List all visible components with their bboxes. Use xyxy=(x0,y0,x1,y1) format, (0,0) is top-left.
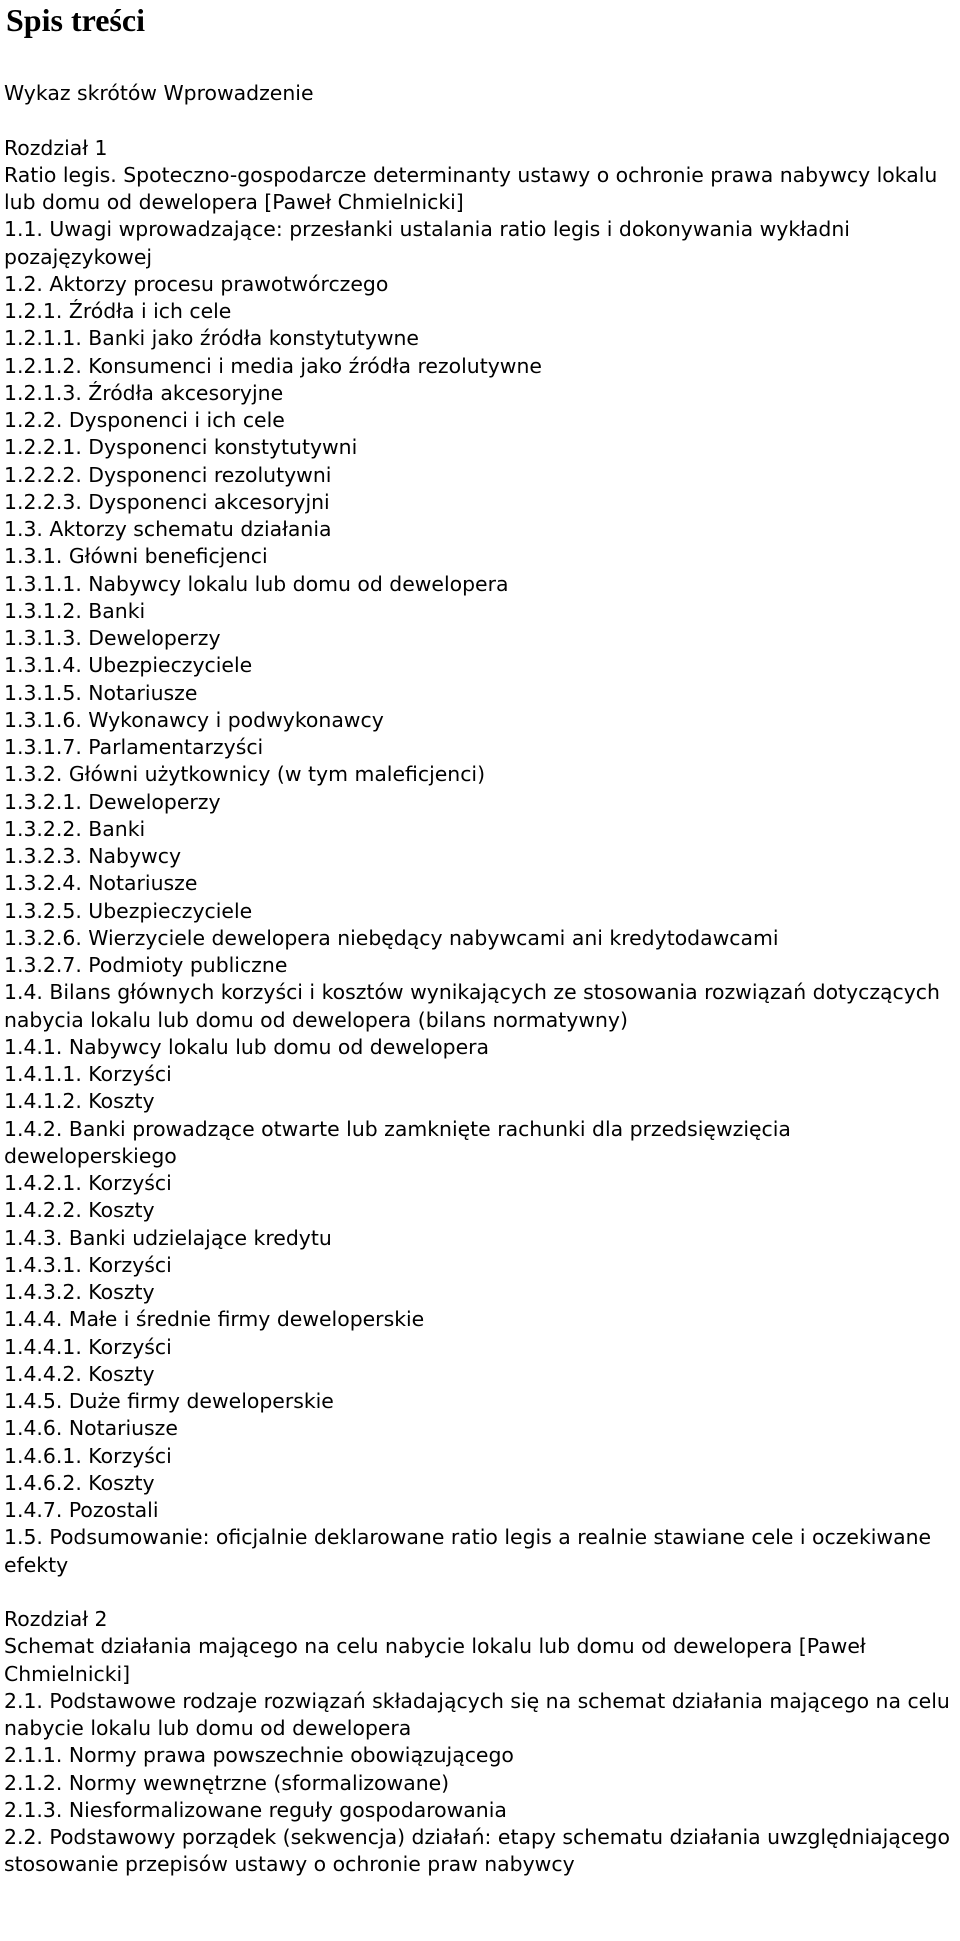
toc-entry: 1.4.2. Banki prowadzące otwarte lub zamknięte rachunki dla przedsięwzięcia deweloperskiego xyxy=(4,1116,791,1168)
toc-entry: 1.4.4.1. Korzyści xyxy=(4,1334,172,1359)
toc-entry: 1.4.2.1. Korzyści xyxy=(4,1171,172,1195)
toc-entry: 1.4.1.1. Korzyści xyxy=(4,1062,172,1086)
chapter-label: Rozdział 2 xyxy=(4,1607,108,1631)
toc-entry: 1.3.2.4. Notariusze xyxy=(4,871,198,896)
toc-entry: 1.2.1.2. Konsumenci i media jako źródła rezolutywne xyxy=(4,353,542,378)
toc-entry: 1.3.2.3. Nabywcy xyxy=(4,844,182,868)
toc-entry: 1.1. Uwagi wprowadzające: przesłanki ustalania ratio legis i dokonywania wykładni pozajęzykowej xyxy=(4,217,850,269)
toc-entry: 1.3.2.2. Banki xyxy=(4,816,146,841)
chapter-label: Rozdział 1 xyxy=(4,135,108,160)
toc-entry: 1.3.1.3. Deweloperzy xyxy=(4,626,221,650)
toc-entry: 2.1. Podstawowe rodzaje rozwiązań składających się na schemat działania mającego na celu nabycie lokalu lub domu od dewelopera xyxy=(4,1688,950,1740)
toc-entry: 1.4.1.2. Koszty xyxy=(4,1089,155,1114)
chapter-entries xyxy=(4,216,960,1579)
toc-entry: 1.4.2.2. Koszty xyxy=(4,1198,155,1223)
toc-entry: 1.4.4.2. Koszty xyxy=(4,1361,155,1386)
chapter-title: Ratio legis. Spoteczno-gospodarcze determinanty ustawy o ochronie prawa nabywcy lokalu lub domu od dewelopera [Paweł Chmielnicki] xyxy=(4,162,938,214)
toc-entry: 1.4.7. Pozostali xyxy=(4,1498,159,1522)
chapter-title: Schemat działania mającego na celu nabycie lokalu lub domu od dewelopera [Paweł Chmielnicki] xyxy=(4,1634,866,1686)
spacer xyxy=(4,107,960,134)
toc-entry: 1.3.2.5. Ubezpieczyciele xyxy=(4,898,253,923)
toc-entry: 1.4.3. Banki udzielające kredytu xyxy=(4,1225,332,1250)
toc-entry: 1.4.4. Małe i średnie firmy deweloperskie xyxy=(4,1307,425,1332)
toc-entry: 1.4.6.2. Koszty xyxy=(4,1470,155,1495)
toc-entry: 2.2. Podstawowy porządek (sekwencja) działań: etapy schematu działania uwzględniającego stosowanie przepisów ustawy o ochronie praw nabywcy xyxy=(4,1825,950,1877)
toc-entry: 1.2.1.3. Źródła akcesoryjne xyxy=(4,380,284,405)
toc-entry: 1.3.1.1. Nabywcy lokalu lub domu od dewelopera xyxy=(4,571,509,596)
toc-entry: 1.3.1. Główni beneficjenci xyxy=(4,544,268,569)
spacer xyxy=(4,1579,960,1606)
toc-entry: 2.1.3. Niesformalizowane reguły gospodarowania xyxy=(4,1797,507,1822)
toc-entry: 1.4.6.1. Korzyści xyxy=(4,1443,172,1468)
toc-entry: 1.4.1. Nabywcy lokalu lub domu od dewelopera xyxy=(4,1034,490,1059)
toc-entry: 1.5. Podsumowanie: oficjalnie deklarowane ratio legis a realnie stawiane cele i oczekiwane efekty xyxy=(4,1525,932,1577)
toc-entry: 1.2.2.1. Dysponenci konstytutywni xyxy=(4,435,358,460)
toc-entry: 1.4. Bilans głównych korzyści i kosztów wynikających ze stosowania rozwiązań dotyczących nabycia lokalu lub domu od dewelopera (bilans normatywny) xyxy=(4,980,940,1032)
chapter-2 xyxy=(4,1606,960,1879)
toc-entry: 1.4.5. Duże firmy deweloperskie xyxy=(4,1389,334,1413)
toc-entry: 1.2.1.1. Banki jako źródła konstytutywne xyxy=(4,326,419,351)
toc-entry: 2.1.2. Normy wewnętrzne (sformalizowane) xyxy=(4,1770,450,1795)
toc-entry: 1.4.6. Notariusze xyxy=(4,1416,178,1441)
toc-entry: 1.3.2. Główni użytkownicy (w tym maleficjenci) xyxy=(4,762,486,787)
toc-entry: 1.3.2.6. Wierzyciele dewelopera niebędący nabywcami ani kredytodawcami xyxy=(4,925,779,950)
toc-entry: 1.3.1.4. Ubezpieczyciele xyxy=(4,653,253,678)
toc-entry: 1.3.2.1. Deweloperzy xyxy=(4,789,221,814)
intro-line: Wykaz skrótów Wprowadzenie xyxy=(4,81,314,105)
toc-entry: 2.1.1. Normy prawa powszechnie obowiązującego xyxy=(4,1743,514,1768)
chapter-entries xyxy=(4,1688,960,1879)
toc-entry: 1.3.1.7. Parlamentarzyści xyxy=(4,735,264,759)
toc-entry: 1.3.2.7. Podmioty publiczne xyxy=(4,953,288,977)
toc-entry: 1.2.2.3. Dysponenci akcesoryjni xyxy=(4,489,330,514)
toc-entry: 1.2.2.2. Dysponenci rezolutywni xyxy=(4,462,332,487)
page-title: Spis treści xyxy=(6,2,145,38)
toc-entry: 1.2.2. Dysponenci i ich cele xyxy=(4,408,285,432)
toc-entry: 1.4.3.2. Koszty xyxy=(4,1280,155,1304)
toc-entry: 1.2. Aktorzy procesu prawotwórczego xyxy=(4,271,389,296)
toc-entry: 1.3.1.5. Notariusze xyxy=(4,680,198,705)
toc-entry: 1.3. Aktorzy schematu działania xyxy=(4,517,332,541)
chapter-1 xyxy=(4,135,960,1579)
toc-entry: 1.2.1. Źródła i ich cele xyxy=(4,299,232,323)
toc-entry: 1.3.1.2. Banki xyxy=(4,598,146,623)
toc-entry: 1.3.1.6. Wykonawcy i podwykonawcy xyxy=(4,707,384,732)
toc-entry: 1.4.3.1. Korzyści xyxy=(4,1252,172,1277)
